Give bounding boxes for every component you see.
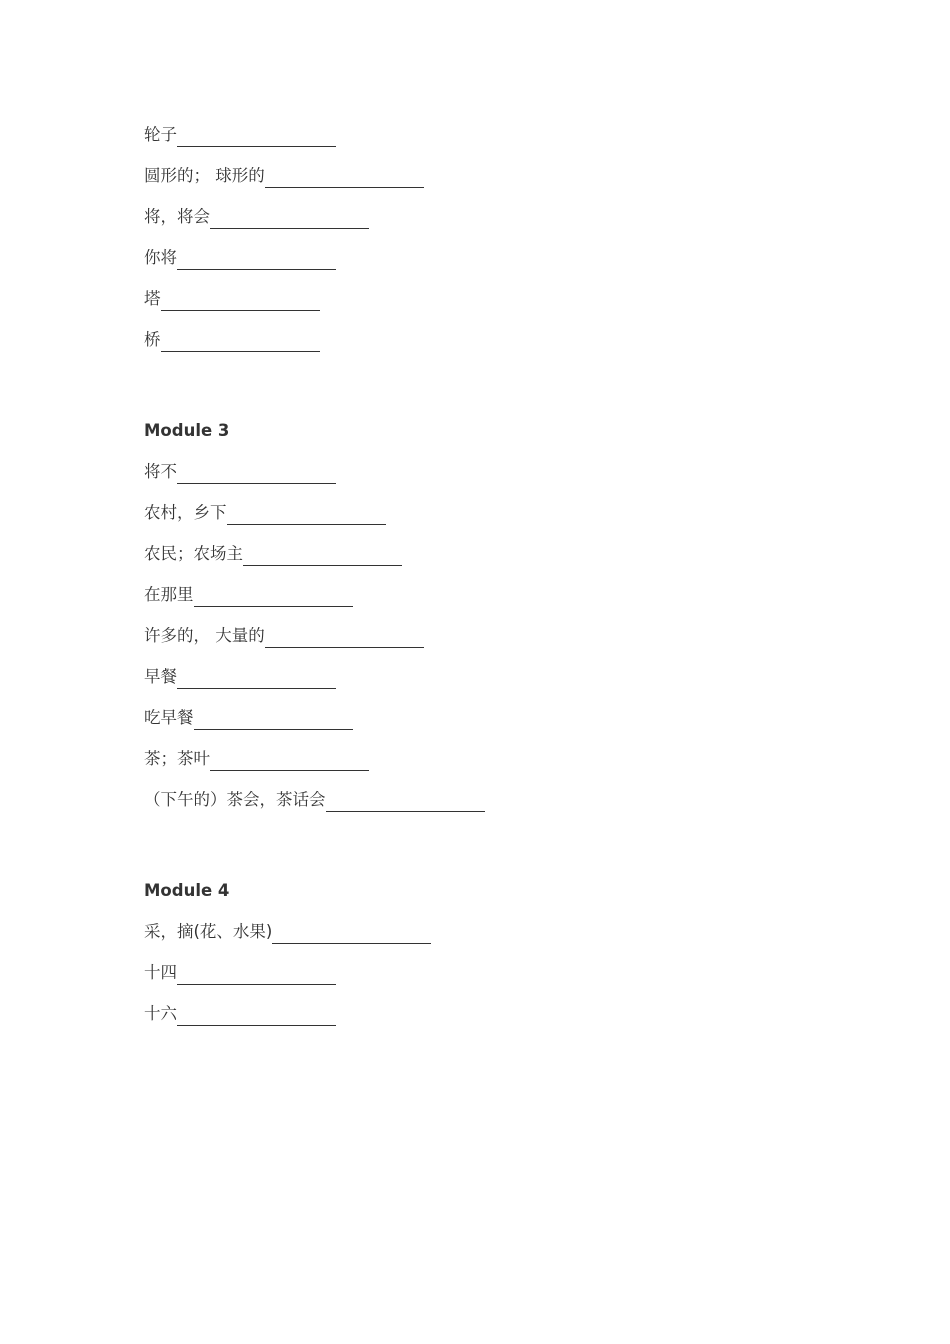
vocab-prompt: 桥 [144,330,161,349]
vocab-prompt: 轮子 [144,125,177,144]
vocab-prompt: 吃早餐 [144,708,194,727]
vocab-prompt: 十四 [144,963,177,982]
vocab-item-breakfast [144,665,336,689]
answer-blank[interactable] [243,547,402,566]
vocab-item-lots-of [144,624,424,648]
section-heading-module-3: Module 3 [144,421,230,440]
answer-blank[interactable] [227,506,386,525]
vocab-prompt: 塔 [144,289,161,308]
answer-blank[interactable] [272,925,431,944]
answer-blank[interactable] [194,711,353,730]
vocab-item-countryside [144,501,386,525]
vocab-item-have-breakfast [144,706,353,730]
answer-blank[interactable] [210,752,369,771]
answer-blank[interactable] [194,588,353,607]
vocab-prompt: 许多的， 大量的 [144,626,265,645]
vocab-item-bridge [144,328,320,352]
vocab-item-tea-party [144,788,485,812]
vocab-item-there [144,583,353,607]
vocab-item-wont [144,460,336,484]
vocab-item-round [144,164,424,188]
answer-blank[interactable] [177,670,336,689]
vocab-prompt: 将，将会 [144,207,210,226]
vocab-item-tea [144,747,369,771]
answer-blank[interactable] [177,1007,336,1026]
vocab-prompt: 农民；农场主 [144,544,243,563]
vocab-prompt: 早餐 [144,667,177,686]
vocab-item-sixteen [144,1002,336,1026]
answer-blank[interactable] [265,629,424,648]
vocab-item-fourteen [144,961,336,985]
vocab-prompt: （下午的）茶会，茶话会 [144,790,326,809]
answer-blank[interactable] [177,966,336,985]
answer-blank[interactable] [177,251,336,270]
vocab-item-wheel [144,123,336,147]
vocab-prompt: 圆形的； 球形的 [144,166,265,185]
answer-blank[interactable] [177,465,336,484]
section-heading-module-4: Module 4 [144,881,230,900]
answer-blank[interactable] [161,333,320,352]
vocab-prompt: 将不 [144,462,177,481]
answer-blank[interactable] [177,128,336,147]
vocab-item-pick [144,920,431,944]
answer-blank[interactable] [161,292,320,311]
vocab-item-will [144,205,369,229]
vocab-prompt: 茶；茶叶 [144,749,210,768]
vocab-prompt: 采，摘(花、水果) [144,922,273,941]
answer-blank[interactable] [326,793,485,812]
vocab-item-tower [144,287,320,311]
vocab-item-farmer [144,542,402,566]
answer-blank[interactable] [210,210,369,229]
vocab-prompt: 你将 [144,248,177,267]
vocab-prompt: 在那里 [144,585,194,604]
vocab-prompt: 农村，乡下 [144,503,227,522]
vocab-prompt: 十六 [144,1004,177,1023]
answer-blank[interactable] [265,169,424,188]
vocab-item-you-will [144,246,336,270]
